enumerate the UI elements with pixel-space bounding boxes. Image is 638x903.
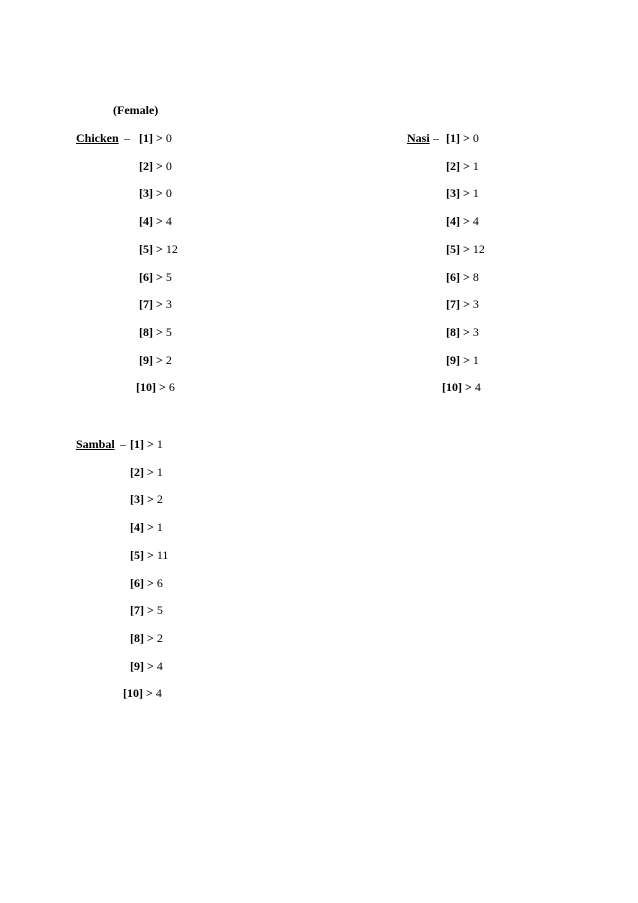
sambal-row-index: [8] — [130, 631, 144, 645]
sambal-row-index: [2] — [130, 465, 144, 479]
sambal-row-value: 2 — [156, 492, 163, 506]
chicken-row — [139, 353, 172, 367]
sambal-row-separator: > — [147, 492, 154, 506]
sambal-row-index: [7] — [130, 603, 144, 617]
nasi-row — [446, 325, 479, 339]
nasi-row-index: [4] — [446, 214, 460, 228]
nasi-row-separator: > — [463, 186, 470, 200]
chicken-row — [139, 325, 172, 339]
chicken-row-index: [2] — [139, 159, 153, 173]
sambal-row-value: 11 — [156, 548, 169, 562]
nasi-row — [446, 353, 479, 367]
nasi-row — [446, 131, 479, 145]
nasi-row-value: 3 — [472, 297, 479, 311]
chicken-row — [139, 131, 172, 145]
chicken-row-value: 0 — [165, 186, 172, 200]
chicken-row-separator: > — [156, 325, 163, 339]
nasi-row-index: [10] — [442, 380, 462, 394]
nasi-row-index: [6] — [446, 270, 460, 284]
nasi-row — [446, 270, 479, 284]
sambal-row-separator: > — [147, 548, 154, 562]
sambal-row-index: [5] — [130, 548, 144, 562]
sambal-row-index: [3] — [130, 492, 144, 506]
chicken-row-index: [3] — [139, 186, 153, 200]
chicken-row-separator: > — [156, 242, 163, 256]
chicken-row-index: [8] — [139, 325, 153, 339]
sambal-row-value: 5 — [156, 603, 163, 617]
sambal-row-separator: > — [147, 603, 154, 617]
chicken-row-value: 0 — [165, 159, 172, 173]
sambal-row — [130, 603, 163, 617]
chicken-row-index: [9] — [139, 353, 153, 367]
sambal-row — [123, 686, 162, 700]
chicken-row-value: 4 — [165, 214, 172, 228]
nasi-row — [446, 186, 479, 200]
chicken-row-value: 3 — [165, 297, 172, 311]
chicken-row-value: 0 — [165, 131, 172, 145]
nasi-row-separator: > — [463, 325, 470, 339]
nasi-row-value: 4 — [472, 214, 479, 228]
sambal-row — [130, 465, 163, 479]
sambal-row — [130, 631, 163, 645]
sambal-row — [130, 437, 163, 451]
nasi-row-value: 1 — [472, 186, 479, 200]
sambal-row — [130, 492, 163, 506]
nasi-row-index: [9] — [446, 353, 460, 367]
nasi-row-value: 3 — [472, 325, 479, 339]
nasi-row-value: 1 — [472, 159, 479, 173]
chicken-row — [136, 380, 175, 394]
chicken-row-separator: > — [156, 186, 163, 200]
nasi-row-separator: > — [463, 242, 470, 256]
sambal-row-index: [6] — [130, 576, 144, 590]
sambal-row-separator: > — [147, 465, 154, 479]
sambal-row-value: 2 — [156, 631, 163, 645]
sambal-row-separator: > — [147, 659, 154, 673]
chicken-row — [139, 159, 172, 173]
nasi-row-value: 0 — [472, 131, 479, 145]
chicken-row-value: 6 — [168, 380, 175, 394]
chicken-row — [139, 242, 178, 256]
sambal-row-value: 1 — [156, 520, 163, 534]
nasi-row-index: [2] — [446, 159, 460, 173]
nasi-row-separator: > — [465, 380, 472, 394]
sambal-row-value: 4 — [156, 659, 163, 673]
chicken-row-value: 2 — [165, 353, 172, 367]
chicken-row-index: [5] — [139, 242, 153, 256]
sambal-row-index: [1] — [130, 437, 144, 451]
chicken-row — [139, 270, 172, 284]
chicken-row-separator: > — [156, 297, 163, 311]
chicken-row-separator: > — [156, 353, 163, 367]
chicken-row-separator: > — [156, 131, 163, 145]
nasi-heading: Nasi — [407, 131, 430, 145]
sambal-row-value: 1 — [156, 465, 163, 479]
sambal-row-separator: > — [147, 520, 154, 534]
chicken-row-value: 12 — [165, 242, 178, 256]
nasi-row-index: [8] — [446, 325, 460, 339]
chicken-row-index: [4] — [139, 214, 153, 228]
nasi-row — [442, 380, 481, 394]
nasi-row-index: [5] — [446, 242, 460, 256]
nasi-row-separator: > — [463, 270, 470, 284]
nasi-row-separator: > — [463, 131, 470, 145]
sambal-row-separator: > — [147, 437, 154, 451]
sambal-dash: – — [120, 437, 126, 451]
sambal-row-value: 4 — [155, 686, 162, 700]
sambal-heading: Sambal — [76, 437, 115, 451]
chicken-row-value: 5 — [165, 270, 172, 284]
chicken-row-index: [10] — [136, 380, 156, 394]
nasi-row-separator: > — [463, 214, 470, 228]
sambal-row-index: [9] — [130, 659, 144, 673]
nasi-row-value: 8 — [472, 270, 479, 284]
sambal-row-index: [10] — [123, 686, 143, 700]
chicken-dash: – — [124, 131, 130, 145]
nasi-row — [446, 297, 479, 311]
chicken-row-index: [6] — [139, 270, 153, 284]
chicken-row-index: [1] — [139, 131, 153, 145]
sambal-row-separator: > — [146, 686, 153, 700]
chicken-row — [139, 297, 172, 311]
chicken-row-value: 5 — [165, 325, 172, 339]
chicken-heading: Chicken — [76, 131, 119, 145]
nasi-row — [446, 159, 479, 173]
chicken-row-separator: > — [159, 380, 166, 394]
sambal-row-value: 1 — [156, 437, 163, 451]
nasi-row — [446, 214, 479, 228]
nasi-row-value: 1 — [472, 353, 479, 367]
sambal-row-separator: > — [147, 576, 154, 590]
sambal-row — [130, 576, 163, 590]
nasi-row-separator: > — [463, 353, 470, 367]
sambal-row-separator: > — [147, 631, 154, 645]
sambal-row-value: 6 — [156, 576, 163, 590]
nasi-row-index: [3] — [446, 186, 460, 200]
chicken-row-separator: > — [156, 159, 163, 173]
chicken-row-separator: > — [156, 214, 163, 228]
chicken-row — [139, 186, 172, 200]
chicken-row-index: [7] — [139, 297, 153, 311]
nasi-row — [446, 242, 485, 256]
nasi-row-separator: > — [463, 297, 470, 311]
sambal-row — [130, 659, 163, 673]
nasi-row-index: [7] — [446, 297, 460, 311]
chicken-row — [139, 214, 172, 228]
nasi-row-value: 12 — [472, 242, 485, 256]
nasi-row-separator: > — [463, 159, 470, 173]
chicken-row-separator: > — [156, 270, 163, 284]
sambal-row — [130, 520, 163, 534]
sambal-row — [130, 548, 168, 562]
nasi-row-index: [1] — [446, 131, 460, 145]
nasi-row-value: 4 — [474, 380, 481, 394]
nasi-dash: – — [433, 131, 439, 145]
sambal-row-index: [4] — [130, 520, 144, 534]
page-title: (Female) — [113, 103, 159, 117]
